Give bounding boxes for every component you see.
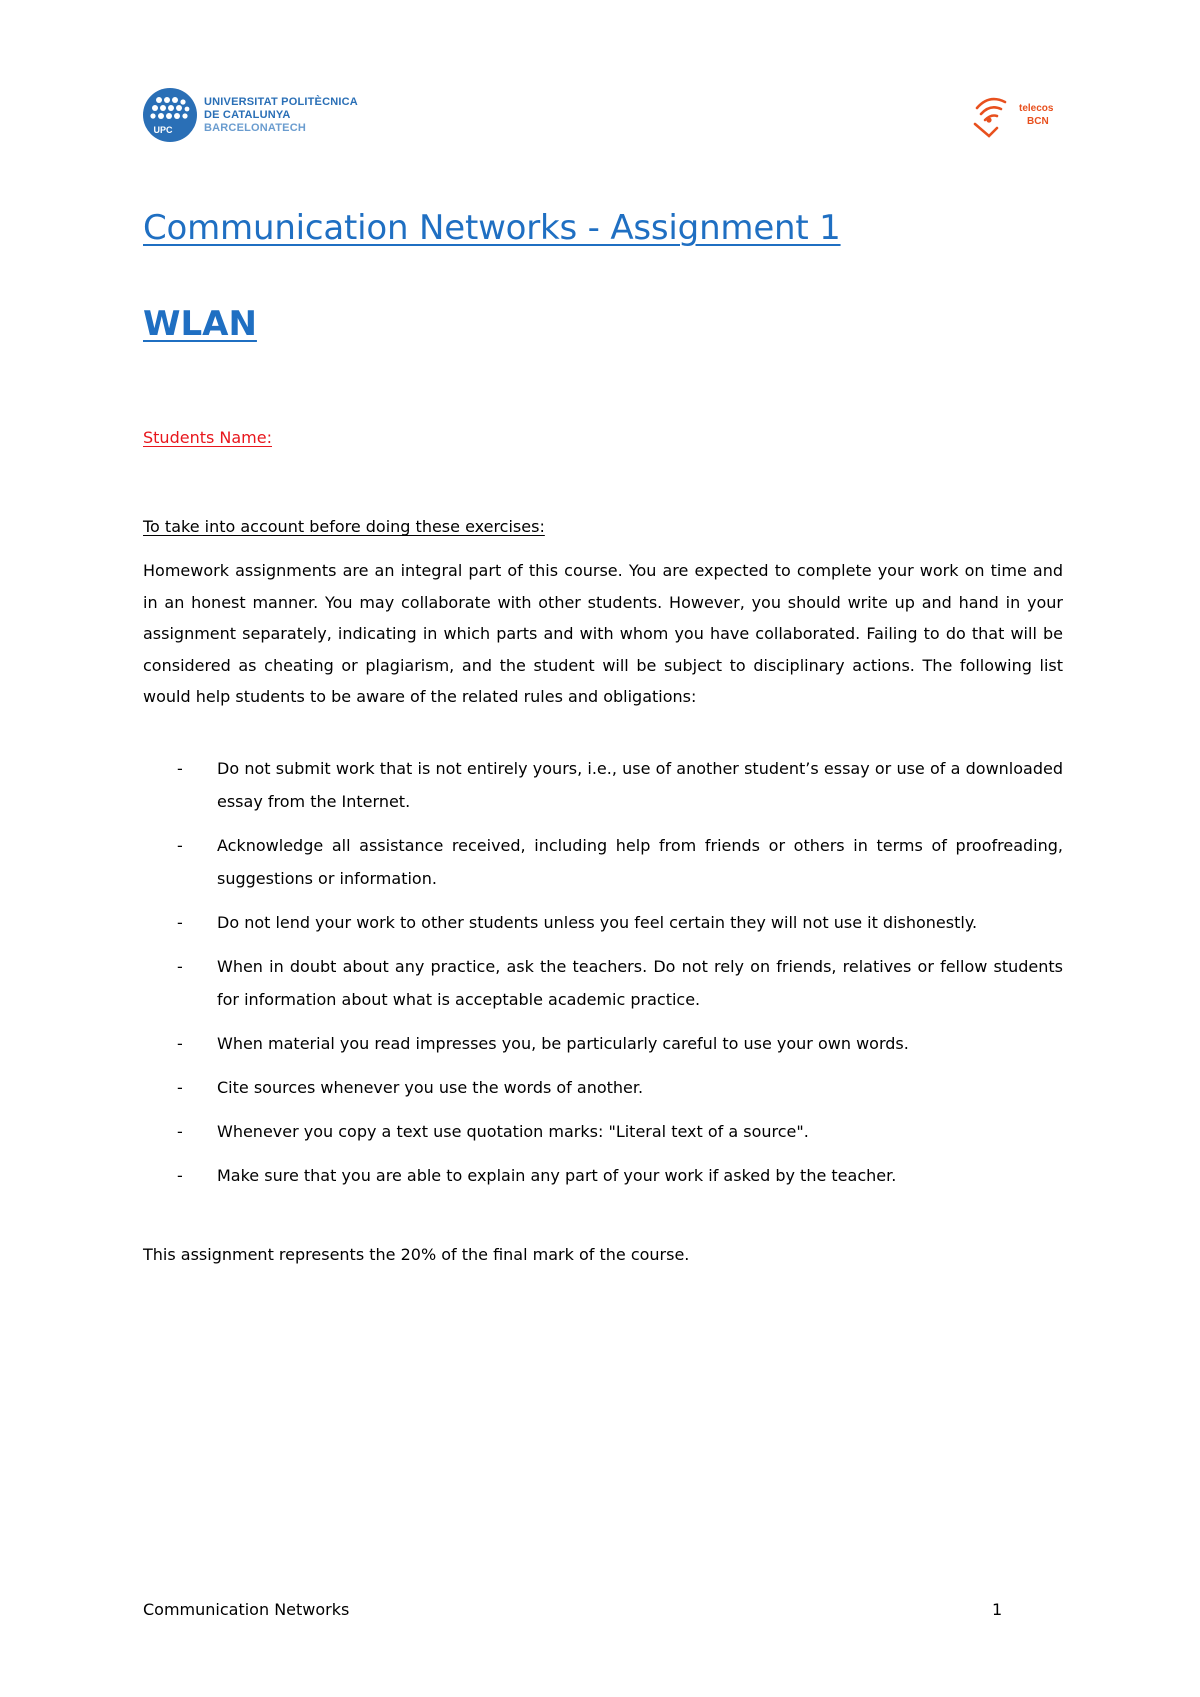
bullet-dash: - bbox=[177, 1166, 183, 1185]
upc-seal-text: UPC bbox=[153, 125, 173, 135]
rule-item bbox=[143, 1159, 1063, 1192]
bullet-dash: - bbox=[177, 1034, 183, 1053]
footer-title: Communication Networks bbox=[143, 1600, 350, 1619]
upc-logo bbox=[143, 88, 358, 142]
telecos-bcn-logo bbox=[967, 88, 1063, 140]
rule-text: Whenever you copy a text use quotation marks: "Literal text of a source". bbox=[217, 1122, 809, 1141]
bullet-dash: - bbox=[177, 1122, 183, 1141]
telecos-logo-line2: BCN bbox=[1027, 116, 1049, 127]
rule-text: When in doubt about any practice, ask the teachers. Do not rely on friends, relatives or fellow students for information about what is acceptable academic practice. bbox=[217, 957, 1063, 1009]
closing-paragraph: This assignment represents the 20% of the final mark of the course. bbox=[143, 1245, 690, 1264]
upc-wordmark-line3: BARCELONATECH bbox=[204, 121, 307, 134]
rule-item bbox=[143, 752, 1063, 818]
page-number: 1 bbox=[992, 1600, 1003, 1619]
bullet-dash: - bbox=[177, 957, 183, 976]
rule-text: Do not lend your work to other students unless you feel certain they will not use it dishonestly. bbox=[217, 913, 978, 932]
bullet-dash: - bbox=[177, 913, 183, 932]
bullet-dash: - bbox=[177, 759, 183, 778]
rule-item bbox=[143, 1027, 1063, 1060]
rule-text: Acknowledge all assistance received, including help from friends or others in terms of proofreading, suggestions or information. bbox=[217, 836, 1063, 888]
telecos-logo-line1: telecos bbox=[1019, 103, 1054, 114]
bullet-dash: - bbox=[177, 1078, 183, 1097]
intro-paragraph: Homework assignments are an integral part of this course. You are expected to complete your work on time and in an honest manner. You may collaborate with other students. However, you should write up and hand in your assignment separately, indicating in which parts and with whom you have collaborated. Failing to do that will be considered as cheating or plagiarism, and the student will be subject to disciplinary actions. The following list would help students to be aware of the related rules and obligations: bbox=[143, 561, 1063, 706]
page-header bbox=[143, 80, 1063, 150]
upc-wordmark-line1: UNIVERSITAT POLITÈCNICA bbox=[204, 95, 358, 108]
rules-list bbox=[143, 752, 1063, 1203]
bullet-dash: - bbox=[177, 836, 183, 855]
rule-text: When material you read impresses you, be particularly careful to use your own words. bbox=[217, 1034, 909, 1053]
rule-item bbox=[143, 829, 1063, 895]
rule-item bbox=[143, 1115, 1063, 1148]
rule-text: Cite sources whenever you use the words of another. bbox=[217, 1078, 644, 1097]
rule-text: Do not submit work that is not entirely yours, i.e., use of another student’s essay or use of a downloaded essay from the Internet. bbox=[217, 759, 1063, 811]
rule-text: Make sure that you are able to explain any part of your work if asked by the teacher. bbox=[217, 1166, 897, 1185]
section-heading: To take into account before doing these exercises: bbox=[143, 517, 545, 536]
rule-item bbox=[143, 950, 1063, 1016]
document-subtitle: WLAN bbox=[143, 304, 257, 344]
upc-wordmark-line2: DE CATALUNYA bbox=[204, 108, 291, 121]
upc-wordmark bbox=[204, 96, 358, 135]
upc-seal-icon bbox=[143, 88, 197, 142]
students-name-label: Students Name: bbox=[143, 428, 272, 447]
document-title: Communication Networks - Assignment 1 bbox=[143, 208, 841, 248]
rule-item bbox=[143, 906, 1063, 939]
rule-item bbox=[143, 1071, 1063, 1104]
